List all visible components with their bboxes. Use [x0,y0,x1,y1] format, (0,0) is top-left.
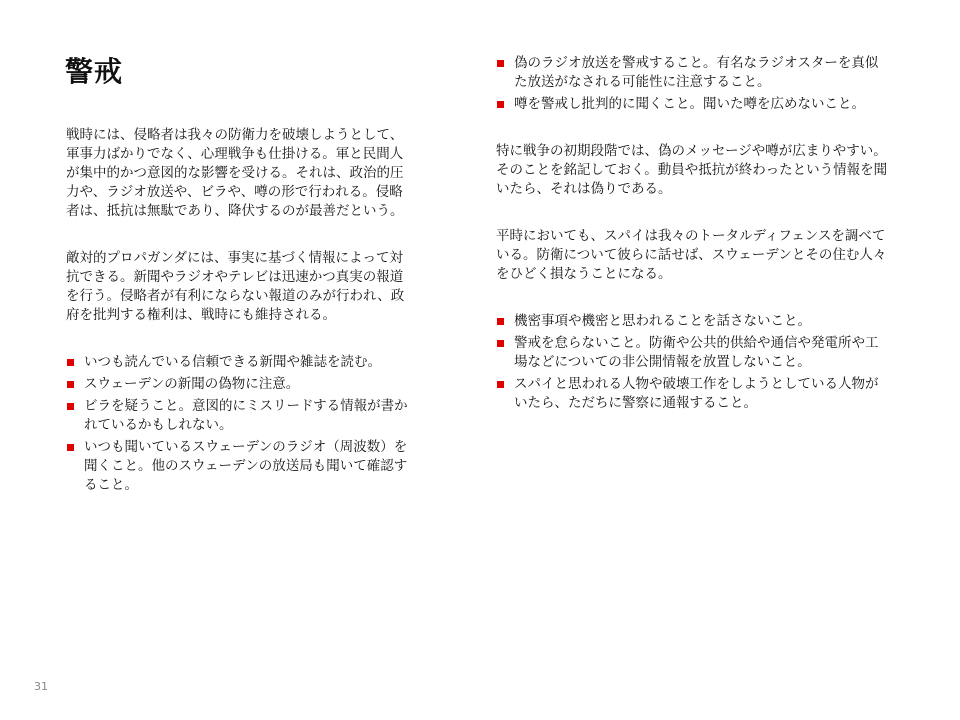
red-square-bullet-icon [497,340,504,347]
slide-title: 警戒 [65,55,124,88]
list-item [496,312,888,331]
red-square-bullet-icon [67,403,74,410]
list-item [66,438,416,495]
list-item-text: いつも聞いているスウェーデンのラジオ（周波数）を聞くこと。他のスウェーデンの放送局も聞いて確認すること。 [84,439,408,493]
page-number: 31 [34,680,48,693]
list-item-text: 警戒を怠らないこと。防衛や公共的供給や通信や発電所や工場などについての非公開情報を放置しないこと。 [514,335,879,370]
list-item-text: いつも読んでいる信頼できる新聞や雑誌を読む。 [84,354,381,370]
red-square-bullet-icon [497,381,504,388]
red-square-bullet-icon [497,60,504,67]
list-item [496,334,888,372]
paragraph-psychological-warfare: 戦時には、侵略者は我々の防衛力を破壊しようとして、軍事力ばかりでなく、心理戦争も仕掛ける。軍と民間人が集中的かつ意図的な影響を受ける。それは、政治的圧力や、ラジオ放送や、ビラや、噂の形で行われる。侵略者は、抵抗は無駄であり、降伏するのが最善だという。 [66,127,404,219]
left-column [66,126,416,523]
list-item [66,353,416,372]
list-item [66,375,416,394]
right-bullet-list-fake-broadcasts [496,54,888,114]
list-item [66,397,416,435]
red-square-bullet-icon [497,101,504,108]
list-item-text: スウェーデンの新聞の偽物に注意。 [84,376,300,392]
right-column [496,54,888,441]
paragraph-early-war-rumors: 特に戦争の初期段階では、偽のメッセージや噂が広まりやすい。そのことを銘記しておく。動員や抵抗が終わったという情報を聞いたら、それは偽りである。 [496,143,888,197]
paragraph-hostile-propaganda: 敵対的プロパガンダには、事実に基づく情報によって対抗できる。新聞やラジオやテレビは迅速かつ真実の報道を行う。侵略者が有利にならない報道のみが行われ、政府を批判する権利は、戦時にも維持される。 [66,250,405,323]
paragraph-spies-in-peacetime: 平時においても、スパイは我々のトータルディフェンスを調べている。防衛について彼らに話せば、スウェーデンとその住む人々をひどく損なうことになる。 [496,228,887,282]
list-item [496,54,888,92]
left-bullet-list [66,353,416,495]
red-square-bullet-icon [497,318,504,325]
list-item-text: ビラを疑うこと。意図的にミスリードする情報が書かれているかもしれない。 [84,398,408,433]
list-item-text: 噂を警戒し批判的に聞くこと。聞いた噂を広めないこと。 [514,96,865,112]
list-item-text: 機密事項や機密と思われることを話さないこと。 [514,313,811,329]
list-item [496,375,888,413]
list-item [496,95,888,114]
list-item-text: スパイと思われる人物や破壊工作をしようとしている人物がいたら、ただちに警察に通報すること。 [514,376,879,411]
red-square-bullet-icon [67,359,74,366]
right-bullet-list-espionage [496,312,888,413]
red-square-bullet-icon [67,444,74,451]
red-square-bullet-icon [67,381,74,388]
list-item-text: 偽のラジオ放送を警戒すること。有名なラジオスターを真似た放送がなされる可能性に注意すること。 [514,55,879,90]
